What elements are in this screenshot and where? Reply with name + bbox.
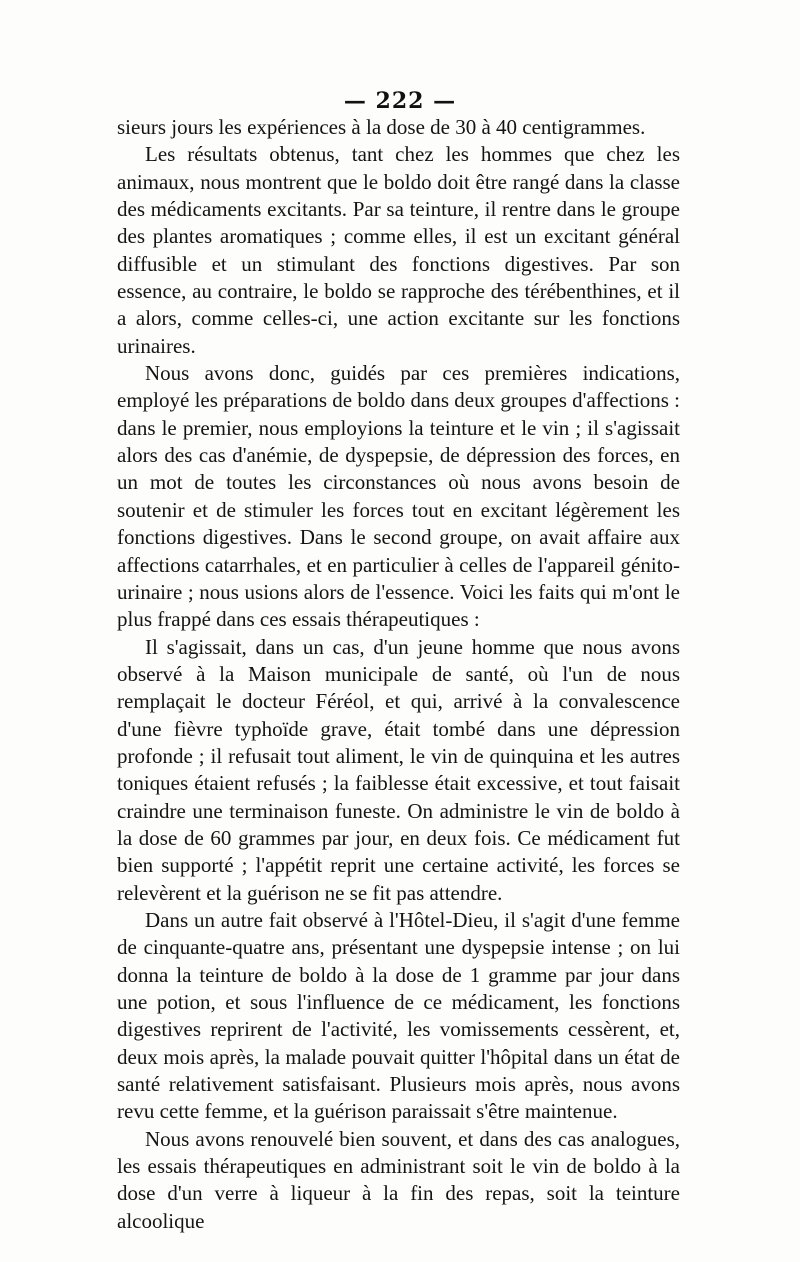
- body-text: [117, 114, 680, 1235]
- paragraph-2: Les résultats obtenus, tant chez les hommes que chez les animaux, nous montrent que le boldo doit être rangé dans la classe des médicaments excitants. Par sa teinture, il rentre dans le groupe des plantes aromatiques ; comme elles, il est un excitant général diffusible et un stimulant des fonctions digestives. Par son essence, au contraire, le boldo se rapproche des térébenthines, et il a alors, comme celles-ci, une action excitante sur les fonctions urinaires.: [117, 142, 680, 358]
- paragraph-6: Nous avons renouvelé bien souvent, et dans des cas analogues, les essais thérapeutiques en administrant soit le vin de boldo à la dose d'un verre à liqueur à la fin des repas, soit la teinture alcoolique: [117, 1126, 680, 1233]
- paragraph-4: Il s'agissait, dans un cas, d'un jeune homme que nous avons observé à la Maison municipale de santé, où l'un de nous remplaçait le docteur Féréol, et qui, arrivé à la convalescence d'une fièvre typhoïde grave, était tombé dans une dépression profonde ; il refusait tout aliment, le vin de quinquina et les autres toniques étaient refusés ; la faiblesse était excessive, et tout faisait craindre une terminaison funeste. On administre le vin de boldo à la dose de 60 grammes par jour, en deux fois. Ce médicament fut bien supporté ; l'appétit reprit une certaine activité, les forces se relevèrent et la guérison ne se fit pas attendre.: [117, 634, 680, 905]
- paragraph-5: Dans un autre fait observé à l'Hôtel-Dieu, il s'agit d'une femme de cinquante-quatre ans, présentant une dyspepsie intense ; on lui donna la teinture de boldo à la dose de 1 gramme par jour dans une potion, et sous l'influence de ce médicament, les fonctions digestives reprirent de l'activité, les vomissements cessèrent, et, deux mois après, la malade pouvait quitter l'hôpital dans un état de santé relativement satisfaisant. Plusieurs mois après, nous avons revu cette femme, et la guérison paraissait s'être maintenue.: [117, 907, 680, 1124]
- page-number-header: — 222 —: [343, 88, 457, 114]
- paragraph-1: sieurs jours les expériences à la dose de 30 à 40 centigrammes.: [117, 115, 646, 139]
- paragraph-3: Nous avons donc, guidés par ces premières indications, employé les préparations de boldo dans deux groupes d'affections : dans le premier, nous employions la teinture et le vin ; il s'agissait alors des cas d'anémie, de dyspepsie, de dépression des forces, en un mot de toutes les circonstances où nous avons besoin de soutenir et de stimuler les forces tout en excitant légèrement les fonctions digestives. Dans le second groupe, on avait affaire aux affections catarrhales, et en particulier à celles de l'appareil génito-urinaire ; nous usions alors de l'essence. Voici les faits qui m'ont le plus frappé dans ces essais thérapeutiques :: [117, 361, 680, 632]
